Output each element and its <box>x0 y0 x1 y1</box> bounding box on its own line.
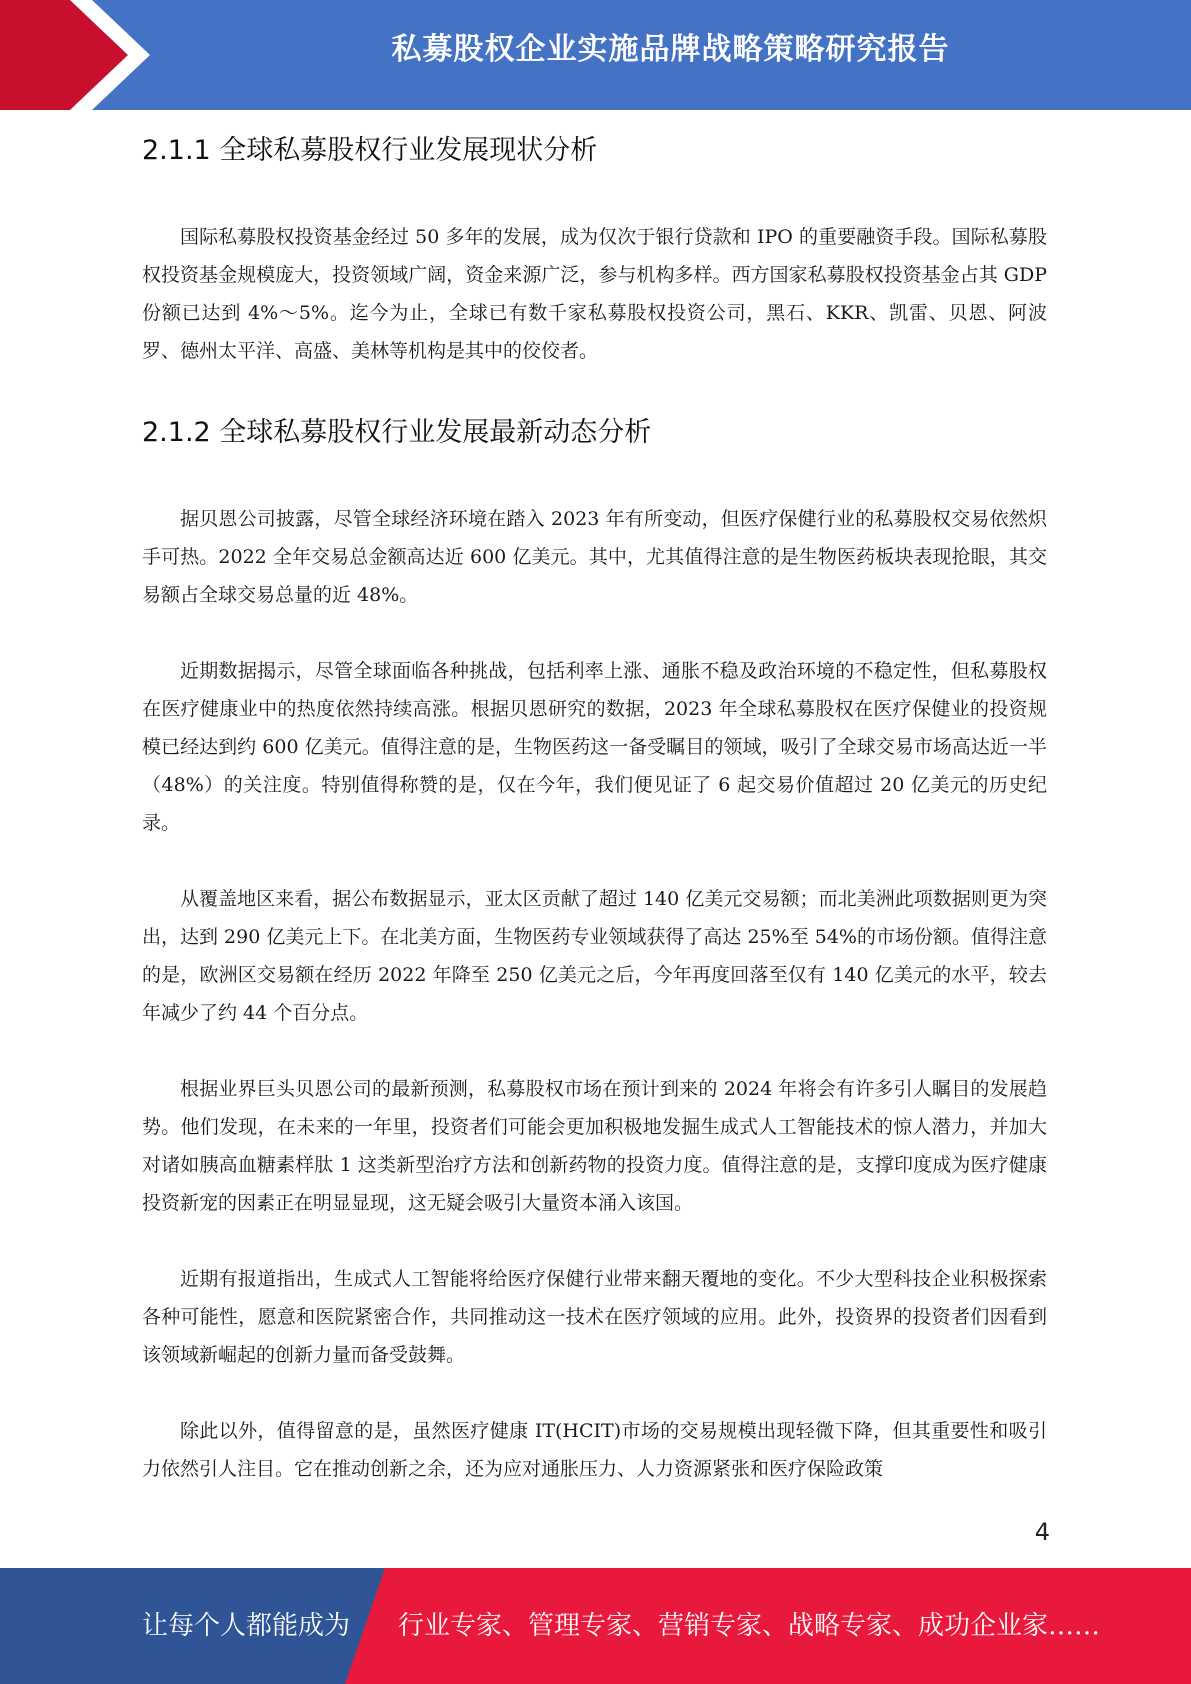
paragraph: 据贝恩公司披露，尽管全球经济环境在踏入 2023 年有所变动，但医疗保健行业的私募股权交易依然炽手可热。2022 全年交易总金额高达近 600 亿美元。其中，尤其值得注意的是生物医药板块表现抢眼，其交易额占全球交易总量的近 48%。 <box>142 508 1047 606</box>
page-header <box>0 0 1191 110</box>
paragraph: 近期有报道指出，生成式人工智能将给医疗保健行业带来翻天覆地的变化。不少大型科技企业积极探索各种可能性，愿意和医院紧密合作，共同推动这一技术在医疗领域的应用。此外，投资界的投资者们因看到该领域新崛起的创新力量而备受鼓舞。 <box>142 1268 1047 1366</box>
footer-slogan-left: 让每个人都能成为 <box>142 1611 351 1641</box>
paragraph: 国际私募股权投资基金经过 50 多年的发展，成为仅次于银行贷款和 IPO 的重要融资手段。国际私募股权投资基金规模庞大，投资领域广阔，资金来源广泛，参与机构多样。西方国家私募股权投资基金占其 GDP 份额已达到 4%～5%。迄今为止，全球已有数千家私募股权投资公司，黑石、KKR、凯雷、贝恩、阿波罗、德州太平洋、高盛、美林等机构是其中的佼佼者。 <box>142 226 1047 362</box>
main-content <box>142 126 1047 1488</box>
paragraph: 除此以外，值得留意的是，虽然医疗健康 IT(HCIT)市场的交易规模出现轻微下降，但其重要性和吸引力依然引人注目。它在推动创新之余，还为应对通胀压力、人力资源紧张和医疗保险政策 <box>142 1420 1047 1480</box>
footer-slogan-right: 行业专家、管理专家、营销专家、战略专家、成功企业家…… <box>398 1611 1101 1641</box>
paragraph: 从覆盖地区来看，据公布数据显示，亚太区贡献了超过 140 亿美元交易额；而北美洲此项数据则更为突出，达到 290 亿美元上下。在北美方面，生物医药专业领域获得了高达 25%至 54%的市场份额。值得注意的是，欧洲区交易额在经历 2022 年降至 250 亿美元之后，今年再度回落至仅有 140 亿美元的水平，较去年减少了约 44 个百分点。 <box>142 888 1047 1024</box>
page-footer <box>0 1568 1191 1684</box>
page-number: 4 <box>1034 1518 1050 1546</box>
report-title: 私募股权企业实施品牌战略策略研究报告 <box>391 32 950 67</box>
section-heading: 2.1.1 全球私募股权行业发展现状分析 <box>142 135 598 166</box>
section-heading: 2.1.2 全球私募股权行业发展最新动态分析 <box>142 417 652 448</box>
paragraph: 根据业界巨头贝恩公司的最新预测，私募股权市场在预计到来的 2024 年将会有许多引人瞩目的发展趋势。他们发现，在未来的一年里，投资者们可能会更加积极地发掘生成式人工智能技术的惊人潜力，并加大对诸如胰高血糖素样肽 1 这类新型治疗方法和创新药物的投资力度。值得注意的是，支撑印度成为医疗健康投资新宠的因素正在明显显现，这无疑会吸引大量资本涌入该国。 <box>142 1078 1047 1214</box>
paragraph: 近期数据揭示，尽管全球面临各种挑战，包括利率上涨、通胀不稳及政治环境的不稳定性，但私募股权在医疗健康业中的热度依然持续高涨。根据贝恩研究的数据，2023 年全球私募股权在医疗保健业的投资规模已经达到约 600 亿美元。值得注意的是，生物医药这一备受瞩目的领域，吸引了全球交易市场高达近一半（48%）的关注度。特别值得称赞的是，仅在今年，我们便见证了 6 起交易价值超过 20 亿美元的历史纪录。 <box>142 660 1047 834</box>
